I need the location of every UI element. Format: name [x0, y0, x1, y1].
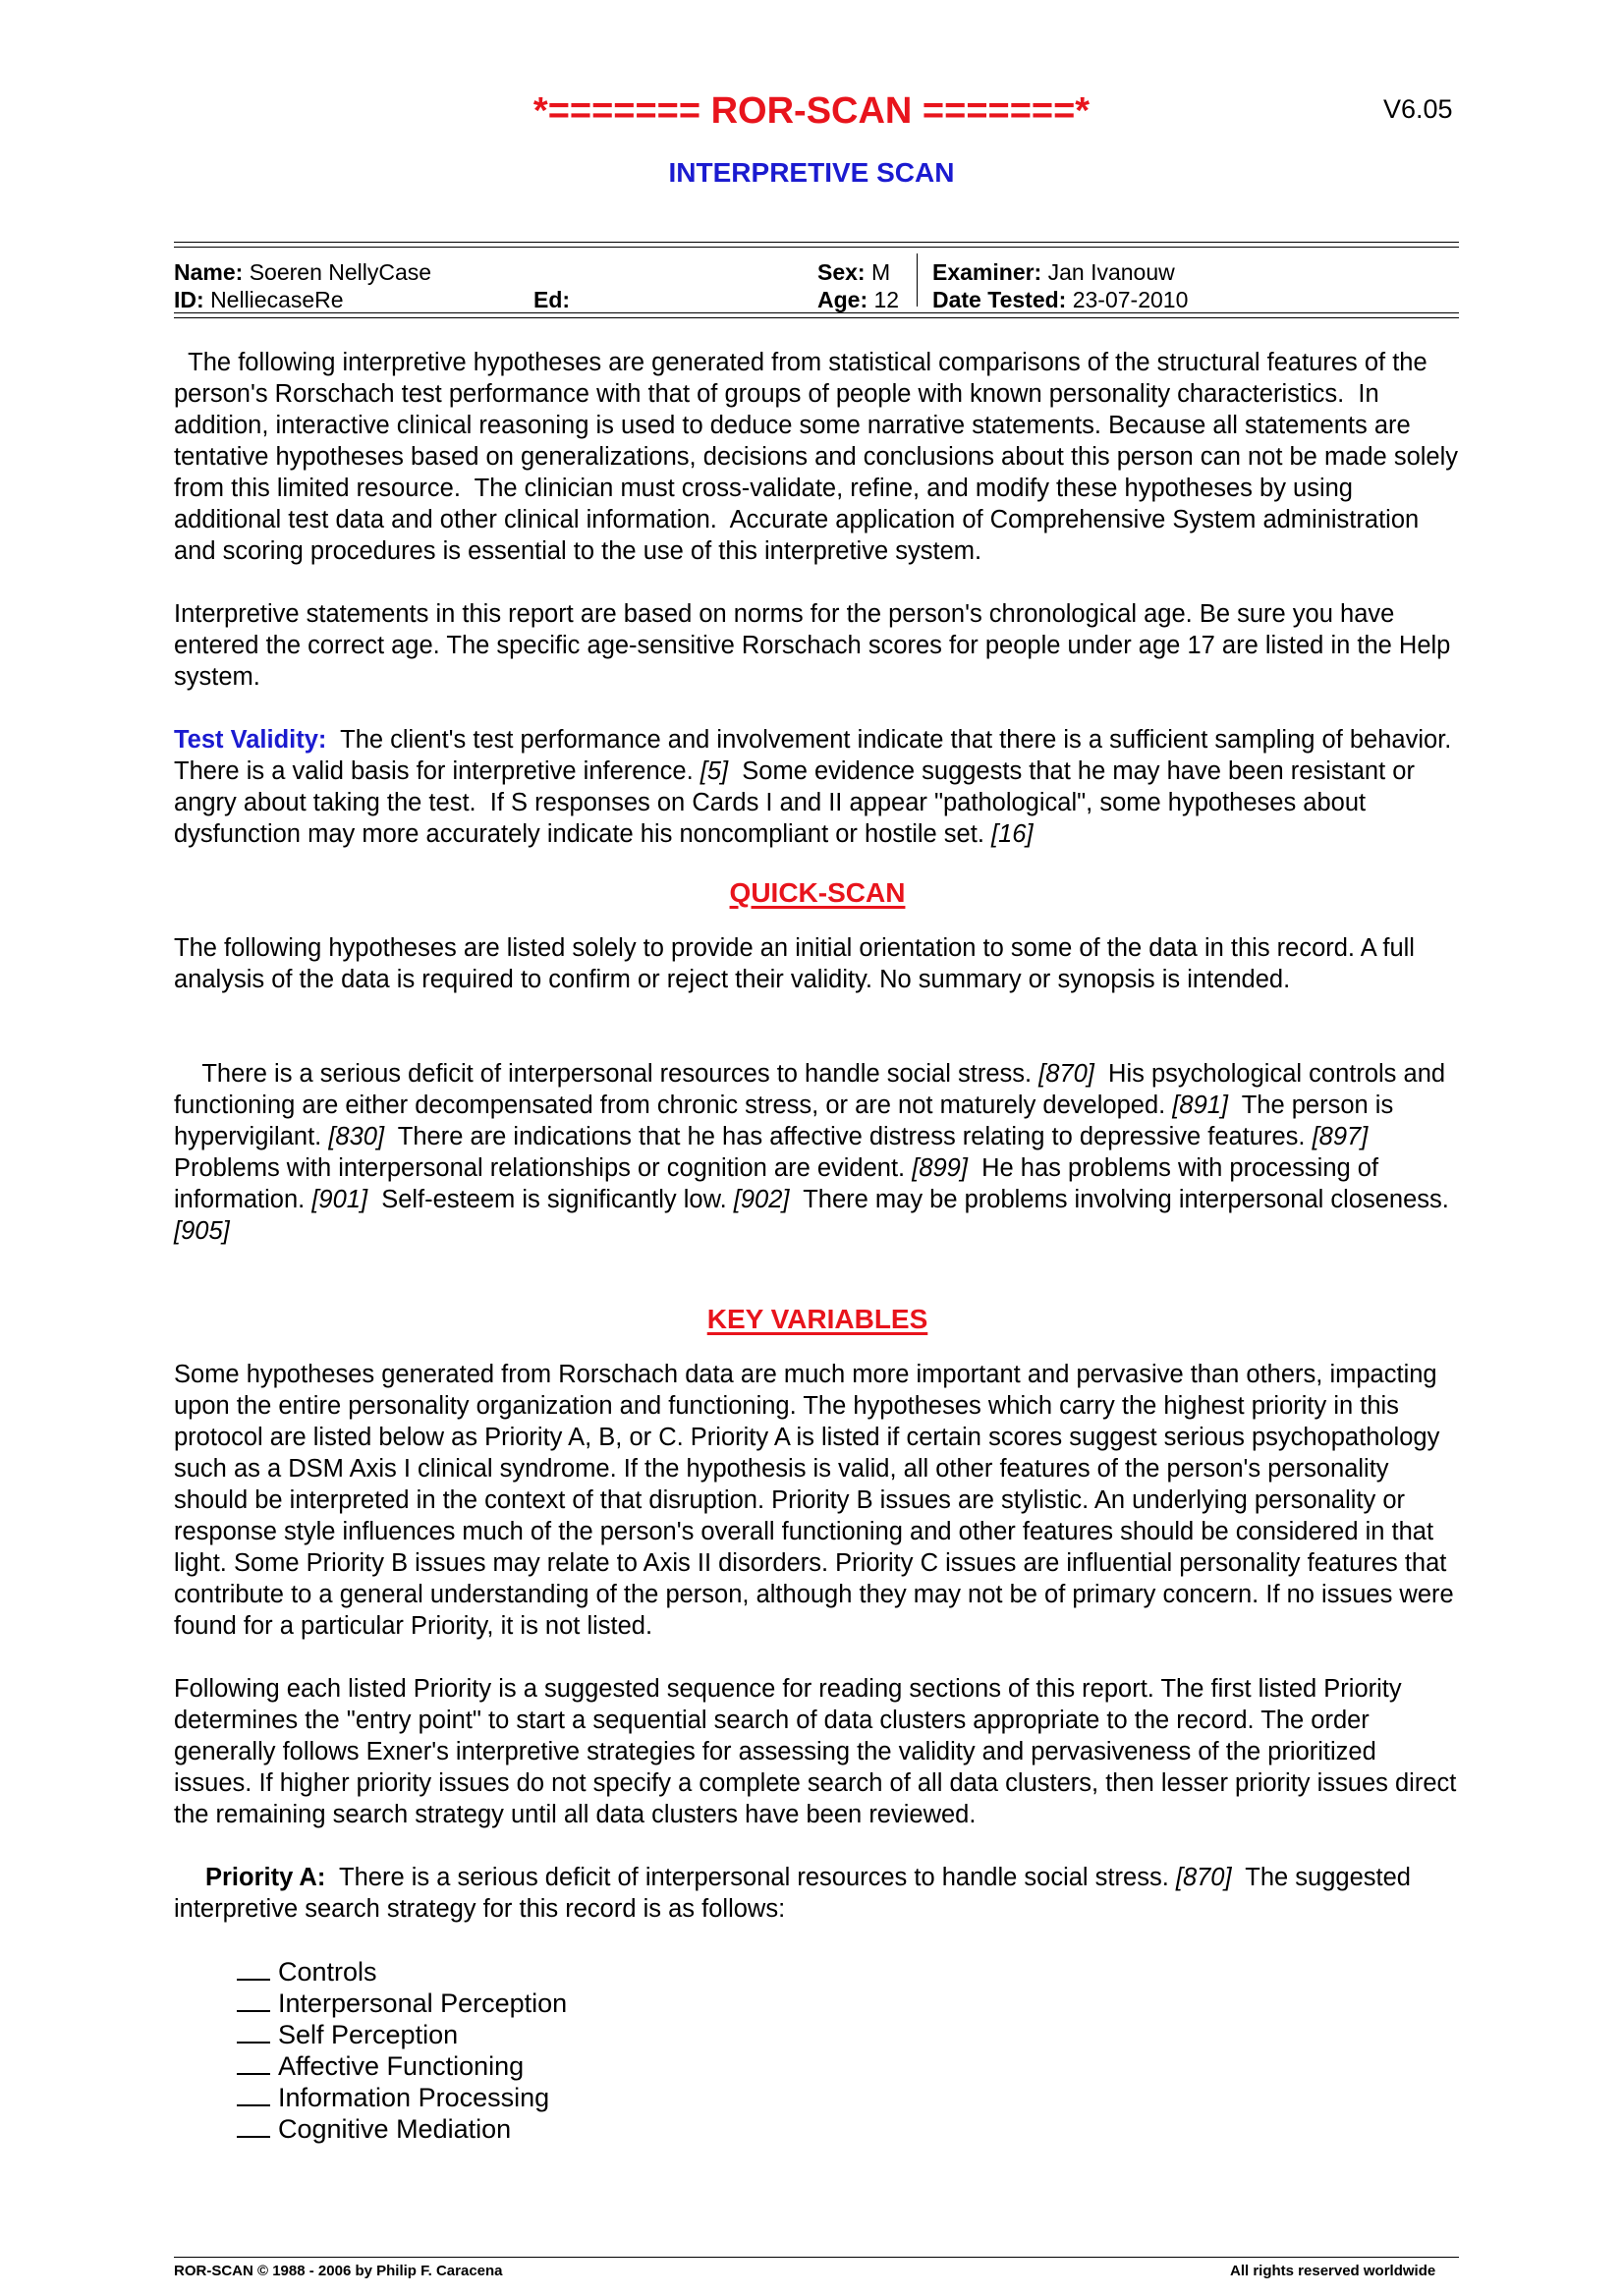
patient-info-block [174, 242, 1459, 318]
finding-text: There is a serious deficit of interpersonal resources to handle social stress. [201, 1060, 1039, 1088]
ed-field [533, 287, 570, 313]
blank-checkbox-line[interactable] [237, 2020, 270, 2044]
examiner-value: Jan Ivanouw [1047, 259, 1175, 285]
header-bottom-rule [174, 312, 1459, 318]
age-norms-paragraph: Interpretive statements in this report are based on norms for the person's chronological age. Be sure you have entered the correct age. The specific age-sensitive Rorschach scores for people under age 17 are listed in the Help system. [174, 600, 1451, 691]
finding-text: He has problems with processing of information. [174, 1154, 1386, 1213]
checklist-label: Cognitive Mediation [278, 2114, 512, 2144]
citation: [830] [328, 1123, 385, 1150]
blank-checkbox-line[interactable] [237, 2051, 270, 2075]
priority-a-text: There is a serious deficit of interpersonal resources to handle social stress. [325, 1864, 1176, 1891]
test-validity-paragraph [174, 724, 1466, 850]
header-divider [917, 253, 918, 307]
quick-scan-heading: QUICK-SCAN [729, 877, 906, 908]
finding-text: There may be problems involving interpersonal closeness. [789, 1186, 1456, 1213]
name-value: Soeren NellyCase [249, 259, 432, 285]
priority-a-label: Priority A: [205, 1864, 326, 1891]
priority-a-paragraph [174, 1862, 1461, 1925]
blank-checkbox-line[interactable] [237, 1988, 270, 2012]
quick-scan-findings [174, 1027, 1461, 1278]
name-field [174, 259, 431, 286]
finding-text: Problems with interpersonal relationships or cognition are evident. [174, 1123, 1382, 1182]
finding-text: There are indications that he has affective distress relating to depressive features. [384, 1123, 1313, 1150]
age-value: 12 [873, 287, 900, 312]
report-subtitle: INTERPRETIVE SCAN [668, 157, 955, 188]
checklist-item[interactable] [237, 2050, 1461, 2082]
name-label: Name: [174, 259, 244, 285]
citation: [905] [174, 1217, 230, 1245]
footer-copyright: ROR-SCAN © 1988 - 2006 by Philip F. Caracena [174, 2263, 503, 2279]
footer-rule [174, 2257, 1459, 2258]
citation: [897] [1312, 1123, 1369, 1150]
priority-a-text-2: The suggested interpretive search strategy for this record is as follows: [174, 1864, 1419, 1923]
citation: [901] [311, 1186, 368, 1213]
blank-checkbox-line[interactable] [237, 1957, 270, 1981]
checklist-item[interactable] [237, 2113, 1461, 2145]
quick-scan-intro: The following hypotheses are listed solely to provide an initial orientation to some of the data in this record. A full analysis of the data is required to confirm or reject their validity. No summary or synopsis is intended. [174, 934, 1415, 993]
validity-text-1: The client's test performance and involvement indicate that there is a sufficient sampling of behavior. There is a valid basis for interpretive inference. [174, 726, 1466, 785]
checklist-item[interactable] [237, 1956, 1461, 1988]
version-label: V6.05 [1383, 94, 1453, 124]
priority-sequence-paragraph: Following each listed Priority is a suggested sequence for reading sections of this report. The first listed Priority determines the "entry point" to start a sequential search of data clusters appropriate to the record. The order generally follows Exner's interpretive strategies for assessing the validity and pervasiveness of the prioritized issues. If higher priority issues do not specify a complete search of all data clusters, then lesser priority issues direct the remaining search strategy until all data clusters have been reviewed. [174, 1675, 1457, 1828]
checklist-item[interactable] [237, 1988, 1461, 2019]
footer-rights: All rights reserved worldwide [1230, 2263, 1436, 2279]
intro-paragraph: The following interpretive hypotheses are generated from statistical comparisons of the structural features of the person's Rorschach test performance with that of groups of people with known personality characteristics. In addition, interactive clinical reasoning is used to deduce some narrative statements. Because all statements are tentative hypotheses based on generalizations, decisions and conclusions about this person can not be made solely from this limited resource. The clinician must cross-validate, refine, and modify these hypotheses by using additional test data and other clinical information. Accurate application of Comprehensive System administration and scoring procedures is essential to the use of this interpretive system. [174, 349, 1466, 565]
checklist-item[interactable] [237, 2019, 1461, 2050]
date-value: 23-07-2010 [1072, 287, 1189, 312]
report-body [174, 347, 1466, 2145]
examiner-field [932, 259, 1175, 286]
report-title: *======= ROR-SCAN =======* [532, 90, 1091, 132]
test-validity-label: Test Validity: [174, 726, 327, 754]
checklist-item[interactable] [237, 2082, 1461, 2113]
checklist-label: Information Processing [278, 2083, 550, 2112]
citation: [891] [1172, 1092, 1229, 1119]
citation: [16] [991, 820, 1034, 848]
examiner-label: Examiner: [932, 259, 1042, 285]
blank-checkbox-line[interactable] [237, 2083, 270, 2106]
sex-field [817, 259, 890, 286]
citation: [5] [700, 757, 729, 785]
key-variables-heading: KEY VARIABLES [706, 1304, 928, 1334]
finding-text: His psychological controls and functioning are either decompensated from chronic stress, or are not maturely developed. [174, 1060, 1453, 1119]
id-field [174, 287, 344, 313]
validity-text-2: Some evidence suggests that he may have been resistant or angry about taking the test. If S responses on Cards I and II appear "pathological", some hypotheses about dysfunction may more accurately indicate his noncompliant or hostile set. [174, 757, 1423, 848]
sex-label: Sex: [817, 259, 866, 285]
citation: [870] [1038, 1060, 1094, 1088]
checklist-label: Interpersonal Perception [278, 1988, 568, 2018]
checklist-label: Controls [278, 1957, 377, 1987]
age-label: Age: [817, 287, 868, 312]
checklist-label: Self Perception [278, 2020, 459, 2049]
citation: [899] [912, 1154, 968, 1182]
age-field [817, 287, 899, 313]
id-label: ID: [174, 287, 204, 312]
date-label: Date Tested: [932, 287, 1067, 312]
date-field [932, 287, 1188, 313]
sex-value: M [870, 259, 891, 285]
finding-text: The person is hypervigilant. [174, 1092, 1401, 1150]
search-strategy-checklist [174, 1956, 1461, 2145]
blank-checkbox-line[interactable] [237, 2114, 270, 2138]
key-variables-intro: Some hypotheses generated from Rorschach data are much more important and pervasive than others, impacting upon the entire personality organization and functioning. The hypotheses which carry the highest priority in this protocol are listed below as Priority A, B, or C. Priority A is listed if certain scores suggest serious psychopathology such as a DSM Axis I clinical syndrome. If the hypothesis is valid, all other features of the person's personality should be interpreted in the context of that disruption. Priority B issues are stylistic. An underlying personality or response style influences much of the person's overall functioning and other features should be considered in that light. Some Priority B issues may relate to Axis II disorders. Priority C issues are influential personality features that contribute to a general understanding of the person, although they may not be of primary concern. If no issues were found for a particular Priority, it is not listed. [174, 1361, 1454, 1640]
citation: [870] [1175, 1864, 1232, 1891]
ed-label: Ed: [533, 287, 571, 312]
checklist-label: Affective Functioning [278, 2051, 525, 2081]
citation: [902] [733, 1186, 790, 1213]
id-value: NelliecaseRe [210, 287, 344, 312]
finding-text: Self-esteem is significantly low. [367, 1186, 734, 1213]
